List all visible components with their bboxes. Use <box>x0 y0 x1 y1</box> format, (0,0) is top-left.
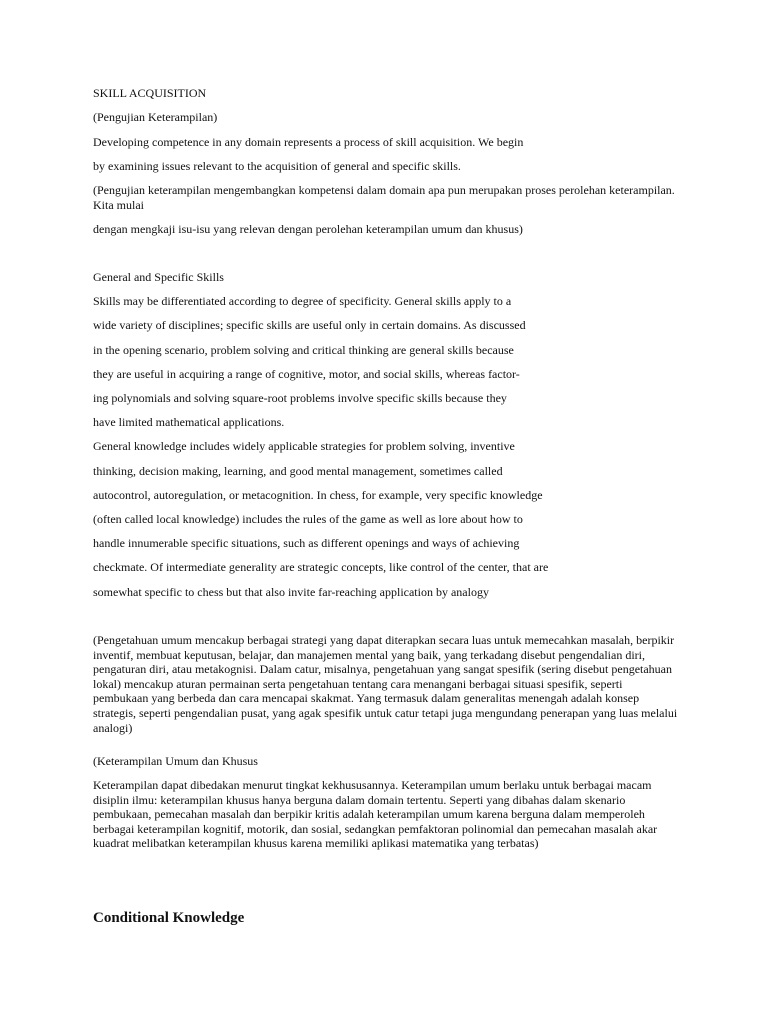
text-line: dengan mengkaji isu-isu yang relevan dengan perolehan keterampilan umum dan khusus) <box>93 222 523 236</box>
text-line: somewhat specific to chess but that also invite far-reaching application by analogy <box>93 585 489 599</box>
text-line: autocontrol, autoregulation, or metacognition. In chess, for example, very specific knowledge <box>93 488 543 502</box>
text-line: in the opening scenario, problem solving and critical thinking are general skills because <box>93 343 514 357</box>
section-heading: General and Specific Skills <box>93 270 224 284</box>
document-title: SKILL ACQUISITION <box>93 86 207 100</box>
text-line: checkmate. Of intermediate generality are strategic concepts, like control of the center, that are <box>93 560 549 574</box>
text-line: Developing competence in any domain represents a process of skill acquisition. We begin <box>93 135 524 149</box>
text-line: ing polynomials and solving square-root problems involve specific skills because they <box>93 391 507 405</box>
conditional-knowledge-heading: Conditional Knowledge <box>93 910 245 926</box>
text-line: (often called local knowledge) includes the rules of the game as well as lore about how to <box>93 512 523 526</box>
section-heading-translation: (Keterampilan Umum dan Khusus <box>93 754 258 768</box>
text-line: thinking, decision making, learning, and good mental management, sometimes called <box>93 464 503 478</box>
text-line: by examining issues relevant to the acquisition of general and specific skills. <box>93 159 461 173</box>
text-line: General knowledge includes widely applicable strategies for problem solving, inventive <box>93 439 515 453</box>
text-line: they are useful in acquiring a range of cognitive, motor, and social skills, whereas factor- <box>93 367 520 381</box>
translation-paragraph: Keterampilan dapat dibedakan menurut tingkat kekhususannya. Keterampilan umum berlaku untuk berbagai macam disiplin ilmu: keterampilan khusus hanya berguna dalam domain tertentu. Seperti yang dibahas dalam skenario pembukaan, pemecahan masalah dan berpikir kritis adalah keterampilan umum karena berguna dalam memperoleh berbagai keterampilan kognitif, motorik, dan sosial, sedangkan pemfaktoran polinomial dan pemecahan masalah akar kuadrat melibatkan keterampilan khusus karena memiliki aplikasi matematika yang terbatas) <box>93 778 658 851</box>
translation-paragraph: (Pengetahuan umum mencakup berbagai strategi yang dapat diterapkan secara luas untuk memecahkan masalah, berpikir inventif, membuat keputusan, belajar, dan manajemen mental yang baik, yang terkadang disebut pengendalian diri, pengaturan diri, atau metakognisi. Dalam catur, misalnya, pengetahuan yang sangat spesifik (sering disebut pengetahuan lokal) mencakup aturan permainan serta pengetahuan tentang cara menangani berbagai situasi spesifik, seperti pembukaan yang berbeda dan cara mencapai skakmat. Yang termasuk dalam generalitas menengah adalah konsep strategis, seperti pengendalian pusat, yang agak spesifik untuk catur tetapi juga mengundang penerapan yang luas melalui analogi) <box>93 633 678 735</box>
text-line: Skills may be differentiated according to degree of specificity. General skills apply to a <box>93 294 512 308</box>
document-subtitle: (Pengujian Keterampilan) <box>93 110 218 124</box>
translation-paragraph: (Pengujian keterampilan mengembangkan kompetensi dalam domain apa pun merupakan proses perolehan keterampilan. Kita mulai <box>93 183 675 212</box>
text-line: have limited mathematical applications. <box>93 415 285 429</box>
text-line: wide variety of disciplines; specific skills are useful only in certain domains. As discussed <box>93 318 526 332</box>
text-line: handle innumerable specific situations, such as different openings and ways of achieving <box>93 536 520 550</box>
